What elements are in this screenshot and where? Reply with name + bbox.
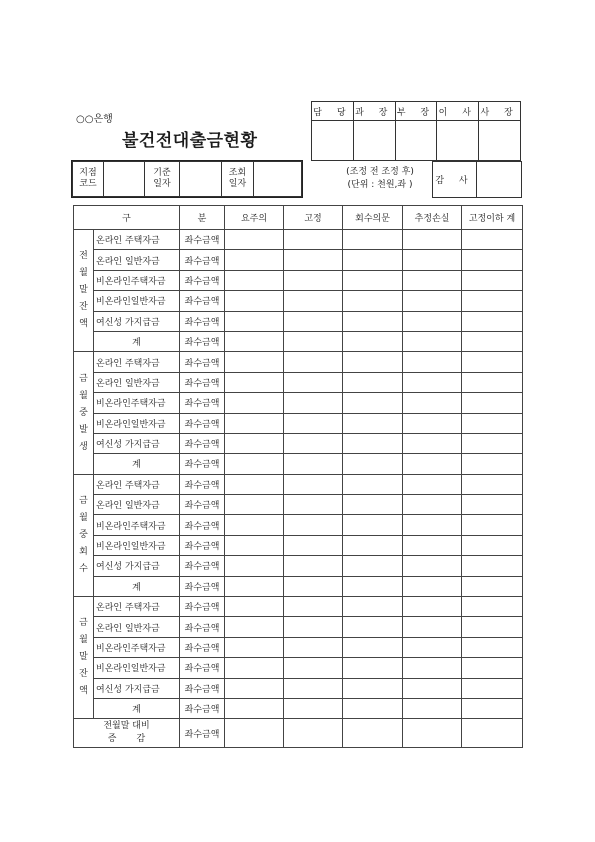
audit-box <box>432 161 522 198</box>
header-cell: 회수의문 <box>343 206 403 230</box>
data-cell[interactable] <box>343 250 403 270</box>
group-label-char: 수 <box>79 563 88 574</box>
branch-code-label: 지점 코드 <box>73 162 104 197</box>
data-cell[interactable] <box>343 372 403 392</box>
category-label: 비온라인일반자금 <box>94 413 180 433</box>
table-row <box>74 556 523 576</box>
data-cell[interactable] <box>462 515 523 535</box>
data-cell[interactable] <box>343 658 403 678</box>
data-cell[interactable] <box>343 474 403 494</box>
data-cell[interactable] <box>403 495 462 515</box>
data-cell[interactable] <box>462 576 523 596</box>
data-cell[interactable] <box>225 331 284 351</box>
group-label-char: 생 <box>79 441 88 452</box>
data-cell[interactable] <box>462 658 523 678</box>
data-cell[interactable] <box>343 454 403 474</box>
data-cell[interactable] <box>462 556 523 576</box>
table-row <box>74 433 523 453</box>
data-cell[interactable] <box>462 331 523 351</box>
base-date-field[interactable] <box>180 162 222 197</box>
category-label: 온라인 주택자금 <box>94 230 180 250</box>
data-cell[interactable] <box>284 495 343 515</box>
category-label: 온라인 주택자금 <box>94 474 180 494</box>
data-cell[interactable] <box>403 719 462 748</box>
data-cell[interactable] <box>225 352 284 372</box>
data-cell[interactable] <box>462 433 523 453</box>
data-cell[interactable] <box>403 698 462 718</box>
table-row <box>74 617 523 637</box>
group-label-char: 월 <box>79 635 88 646</box>
data-cell[interactable] <box>284 352 343 372</box>
data-cell[interactable] <box>284 556 343 576</box>
query-date-label: 조회 일자 <box>222 162 254 197</box>
unit-cell: 좌수금액 <box>180 597 225 617</box>
data-cell[interactable] <box>225 576 284 596</box>
data-cell[interactable] <box>343 678 403 698</box>
data-cell[interactable] <box>284 372 343 392</box>
data-cell[interactable] <box>284 413 343 433</box>
data-cell[interactable] <box>343 230 403 250</box>
data-cell[interactable] <box>462 372 523 392</box>
row-label-line: 전월말 대비 <box>103 721 150 732</box>
data-cell[interactable] <box>462 495 523 515</box>
unit-cell: 좌수금액 <box>180 576 225 596</box>
data-cell[interactable] <box>284 658 343 678</box>
data-cell[interactable] <box>225 597 284 617</box>
unit-cell: 좌수금액 <box>180 658 225 678</box>
unit-cell: 좌수금액 <box>180 719 225 748</box>
data-cell[interactable] <box>343 597 403 617</box>
data-cell[interactable] <box>462 535 523 555</box>
table-row <box>74 230 523 250</box>
table-row <box>74 535 523 555</box>
data-cell[interactable] <box>343 719 403 748</box>
data-cell[interactable] <box>225 372 284 392</box>
data-cell[interactable] <box>225 454 284 474</box>
data-cell[interactable] <box>403 413 462 433</box>
data-cell[interactable] <box>284 270 343 290</box>
approval-label: 이 사 <box>437 102 479 121</box>
unit-cell: 좌수금액 <box>180 270 225 290</box>
loan-status-table <box>73 205 523 748</box>
data-cell[interactable] <box>284 617 343 637</box>
approval-label: 과 장 <box>353 102 395 121</box>
data-cell[interactable] <box>225 311 284 331</box>
data-cell[interactable] <box>284 331 343 351</box>
group-label-char: 월 <box>79 390 88 401</box>
header-cell: 추정손실 <box>403 206 462 230</box>
category-label: 계 <box>94 331 180 351</box>
table-row <box>74 250 523 270</box>
table-row <box>74 474 523 494</box>
data-cell[interactable] <box>403 515 462 535</box>
category-label: 온라인 주택자금 <box>94 597 180 617</box>
data-cell[interactable] <box>403 230 462 250</box>
category-label: 계 <box>94 576 180 596</box>
data-cell[interactable] <box>284 250 343 270</box>
unit-cell: 좌수금액 <box>180 495 225 515</box>
data-cell[interactable] <box>225 291 284 311</box>
data-cell[interactable] <box>403 311 462 331</box>
header-cell: 고정이하 계 <box>462 206 523 230</box>
data-cell[interactable] <box>462 597 523 617</box>
unit-cell: 좌수금액 <box>180 454 225 474</box>
data-cell[interactable] <box>403 454 462 474</box>
data-cell[interactable] <box>225 413 284 433</box>
data-cell[interactable] <box>343 515 403 535</box>
data-cell[interactable] <box>403 433 462 453</box>
page-title: 불건전대출금현황 <box>122 131 258 151</box>
data-cell[interactable] <box>343 556 403 576</box>
signature-box[interactable] <box>312 121 354 161</box>
unit-cell: 좌수금액 <box>180 372 225 392</box>
group-label-char: 금 <box>79 373 88 384</box>
data-cell[interactable] <box>225 495 284 515</box>
group-label-char: 말 <box>79 285 88 296</box>
category-label: 여신성 가지급금 <box>94 311 180 331</box>
group-label-char: 잔 <box>79 669 88 680</box>
unit-cell: 좌수금액 <box>180 230 225 250</box>
table-row <box>74 352 523 372</box>
data-cell[interactable] <box>403 352 462 372</box>
data-cell[interactable] <box>343 535 403 555</box>
group-label-char: 월 <box>79 512 88 523</box>
category-label: 계 <box>94 698 180 718</box>
signature-box[interactable] <box>437 121 479 161</box>
unit-cell: 좌수금액 <box>180 474 225 494</box>
data-cell[interactable] <box>403 576 462 596</box>
data-cell[interactable] <box>462 230 523 250</box>
header-cell: 분 <box>180 206 225 230</box>
data-cell[interactable] <box>343 291 403 311</box>
header-cell: 고정 <box>284 206 343 230</box>
group-label-char: 잔 <box>79 302 88 313</box>
adjust-note: (조정 전 조정 후) <box>346 167 414 177</box>
group-label-char: 말 <box>79 652 88 663</box>
data-cell[interactable] <box>403 597 462 617</box>
category-label: 온라인 일반자금 <box>94 617 180 637</box>
data-cell[interactable] <box>343 495 403 515</box>
category-label: 온라인 일반자금 <box>94 495 180 515</box>
header-cell: 요주의 <box>225 206 284 230</box>
table-row <box>74 719 523 748</box>
base-date-label: 기준 일자 <box>145 162 180 197</box>
data-cell[interactable] <box>284 230 343 250</box>
table-row <box>74 515 523 535</box>
category-label: 비온라인주택자금 <box>94 270 180 290</box>
data-cell[interactable] <box>284 637 343 657</box>
data-cell[interactable] <box>403 658 462 678</box>
data-cell[interactable] <box>462 474 523 494</box>
bank-name: ○○은행 <box>76 114 113 125</box>
category-label: 온라인 일반자금 <box>94 250 180 270</box>
data-cell[interactable] <box>284 678 343 698</box>
data-cell[interactable] <box>284 311 343 331</box>
approval-label: 사 장 <box>479 102 521 121</box>
table-row <box>74 270 523 290</box>
data-cell[interactable] <box>225 678 284 698</box>
unit-cell: 좌수금액 <box>180 515 225 535</box>
group-label-char: 액 <box>79 686 88 697</box>
data-cell[interactable] <box>343 352 403 372</box>
data-cell[interactable] <box>225 658 284 678</box>
data-cell[interactable] <box>225 270 284 290</box>
data-cell[interactable] <box>462 698 523 718</box>
branch-info-box <box>72 161 302 197</box>
group-label <box>74 474 94 596</box>
data-cell[interactable] <box>225 515 284 535</box>
unit-note <box>325 166 435 192</box>
data-cell[interactable] <box>284 433 343 453</box>
group-label-char: 발 <box>79 424 88 435</box>
data-cell[interactable] <box>225 535 284 555</box>
group-label-char: 회 <box>79 546 88 557</box>
data-cell[interactable] <box>462 270 523 290</box>
query-date-field[interactable] <box>254 162 302 197</box>
unit-cell: 좌수금액 <box>180 433 225 453</box>
data-cell[interactable] <box>343 617 403 637</box>
category-label: 비온라인주택자금 <box>94 393 180 413</box>
signature-box[interactable] <box>479 121 521 161</box>
data-cell[interactable] <box>343 637 403 657</box>
group-label-char: 중 <box>79 529 88 540</box>
data-cell[interactable] <box>462 291 523 311</box>
data-cell[interactable] <box>403 393 462 413</box>
data-cell[interactable] <box>403 535 462 555</box>
table-row <box>74 311 523 331</box>
signature-box[interactable] <box>395 121 437 161</box>
category-label: 온라인 주택자금 <box>94 352 180 372</box>
data-cell[interactable] <box>462 617 523 637</box>
unit-cell: 좌수금액 <box>180 637 225 657</box>
signature-box[interactable] <box>353 121 395 161</box>
group-label-char: 전 <box>79 251 88 262</box>
data-cell[interactable] <box>284 576 343 596</box>
category-label: 비온라인주택자금 <box>94 515 180 535</box>
table-row <box>74 291 523 311</box>
approval-box <box>311 101 521 161</box>
unit-cell: 좌수금액 <box>180 535 225 555</box>
data-cell[interactable] <box>343 413 403 433</box>
data-cell[interactable] <box>462 678 523 698</box>
group-label-char: 금 <box>79 495 88 506</box>
category-label: 온라인 일반자금 <box>94 372 180 392</box>
data-cell[interactable] <box>403 372 462 392</box>
data-cell[interactable] <box>462 413 523 433</box>
row-label <box>74 719 180 748</box>
audit-label: 감 사 <box>433 162 477 198</box>
data-cell[interactable] <box>284 535 343 555</box>
unit-cell: 좌수금액 <box>180 617 225 637</box>
data-cell[interactable] <box>284 515 343 535</box>
category-label: 여신성 가지급금 <box>94 556 180 576</box>
data-cell[interactable] <box>284 393 343 413</box>
group-label <box>74 230 94 352</box>
data-cell[interactable] <box>462 719 523 748</box>
data-cell[interactable] <box>403 617 462 637</box>
data-cell[interactable] <box>343 698 403 718</box>
data-cell[interactable] <box>225 433 284 453</box>
category-label: 여신성 가지급금 <box>94 678 180 698</box>
data-cell[interactable] <box>284 698 343 718</box>
data-cell[interactable] <box>284 291 343 311</box>
unit-label: (단위 : 천원,좌 ) <box>347 180 413 190</box>
data-cell[interactable] <box>343 270 403 290</box>
data-cell[interactable] <box>284 474 343 494</box>
table-row <box>74 658 523 678</box>
data-cell[interactable] <box>462 311 523 331</box>
data-cell[interactable] <box>343 433 403 453</box>
unit-cell: 좌수금액 <box>180 393 225 413</box>
unit-cell: 좌수금액 <box>180 250 225 270</box>
data-cell[interactable] <box>403 270 462 290</box>
table-row <box>74 454 523 474</box>
data-cell[interactable] <box>225 393 284 413</box>
group-label-char: 금 <box>79 618 88 629</box>
data-cell[interactable] <box>403 556 462 576</box>
group-label <box>74 597 94 719</box>
table-row <box>74 678 523 698</box>
branch-code-field[interactable] <box>104 162 145 197</box>
data-cell[interactable] <box>403 291 462 311</box>
row-label-line: 증 감 <box>107 734 146 745</box>
data-cell[interactable] <box>225 719 284 748</box>
table-row <box>74 495 523 515</box>
table-row <box>74 393 523 413</box>
group-label-char: 액 <box>79 319 88 330</box>
data-cell[interactable] <box>462 250 523 270</box>
group-label-char: 월 <box>79 268 88 279</box>
category-label: 비온라인주택자금 <box>94 637 180 657</box>
data-cell[interactable] <box>343 576 403 596</box>
data-cell[interactable] <box>284 454 343 474</box>
group-label-char: 중 <box>79 407 88 418</box>
data-cell[interactable] <box>462 393 523 413</box>
unit-cell: 좌수금액 <box>180 698 225 718</box>
unit-cell: 좌수금액 <box>180 352 225 372</box>
category-label: 비온라인일반자금 <box>94 658 180 678</box>
data-cell[interactable] <box>462 352 523 372</box>
data-cell[interactable] <box>403 637 462 657</box>
unit-cell: 좌수금액 <box>180 556 225 576</box>
data-cell[interactable] <box>343 393 403 413</box>
category-label: 비온라인일반자금 <box>94 535 180 555</box>
table-header-row <box>74 206 523 230</box>
table-row <box>74 576 523 596</box>
data-cell[interactable] <box>225 474 284 494</box>
table-row <box>74 597 523 617</box>
unit-cell: 좌수금액 <box>180 331 225 351</box>
unit-cell: 좌수금액 <box>180 678 225 698</box>
unit-cell: 좌수금액 <box>180 291 225 311</box>
table-row <box>74 698 523 718</box>
data-cell[interactable] <box>462 454 523 474</box>
header-cell: 구 <box>74 206 180 230</box>
data-cell[interactable] <box>403 331 462 351</box>
data-cell[interactable] <box>462 637 523 657</box>
data-cell[interactable] <box>225 250 284 270</box>
data-cell[interactable] <box>225 637 284 657</box>
approval-label: 담 당 <box>312 102 354 121</box>
data-cell[interactable] <box>403 250 462 270</box>
table-row <box>74 413 523 433</box>
unit-cell: 좌수금액 <box>180 311 225 331</box>
audit-signature-box[interactable] <box>477 162 522 198</box>
unit-cell: 좌수금액 <box>180 413 225 433</box>
data-cell[interactable] <box>403 474 462 494</box>
data-cell[interactable] <box>343 311 403 331</box>
table-row <box>74 637 523 657</box>
category-label: 계 <box>94 454 180 474</box>
category-label: 여신성 가지급금 <box>94 433 180 453</box>
data-cell[interactable] <box>225 698 284 718</box>
group-label <box>74 352 94 474</box>
table-row <box>74 331 523 351</box>
data-cell[interactable] <box>284 719 343 748</box>
data-cell[interactable] <box>343 331 403 351</box>
category-label: 비온라인일반자금 <box>94 291 180 311</box>
data-cell[interactable] <box>225 230 284 250</box>
data-cell[interactable] <box>284 597 343 617</box>
data-cell[interactable] <box>225 617 284 637</box>
data-cell[interactable] <box>225 556 284 576</box>
approval-label: 부 장 <box>395 102 437 121</box>
table-row <box>74 372 523 392</box>
data-cell[interactable] <box>403 678 462 698</box>
